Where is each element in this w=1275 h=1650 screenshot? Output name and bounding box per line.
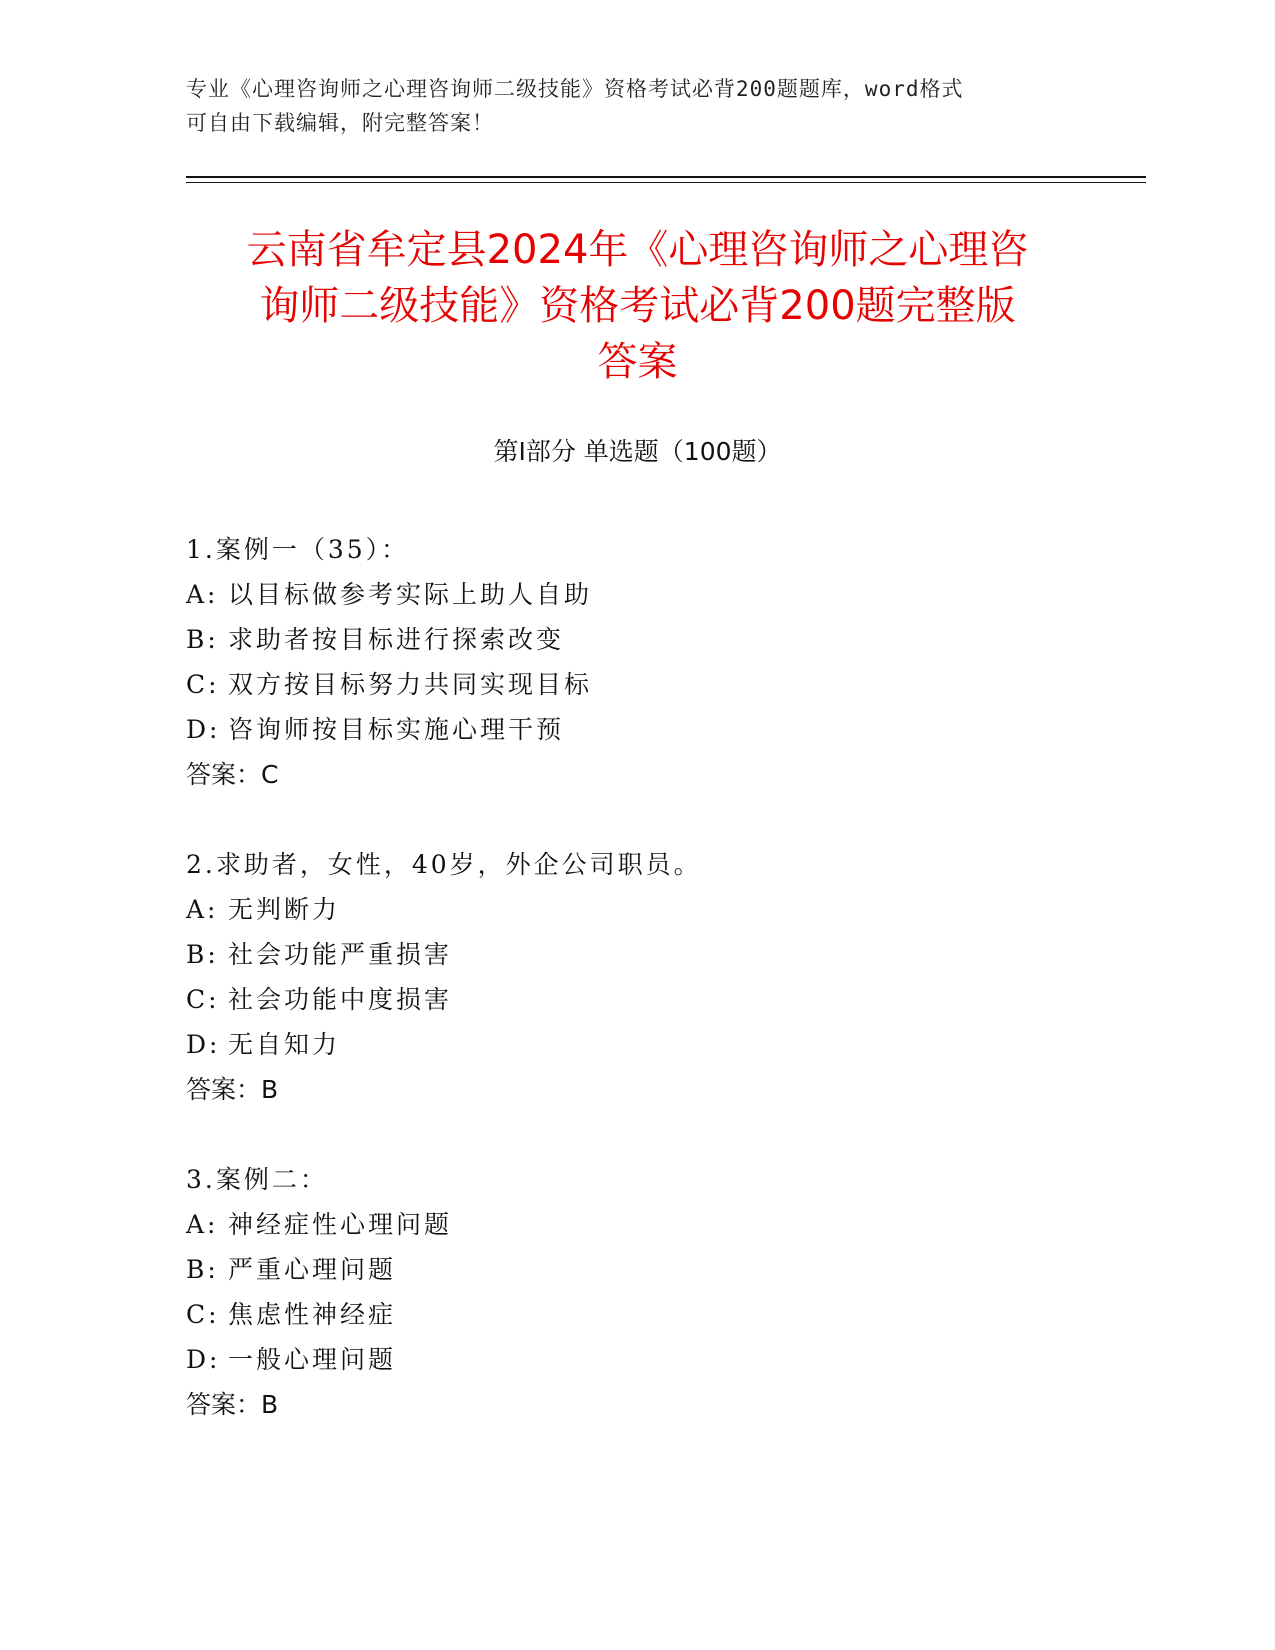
- title-line3: 答案: [597, 339, 678, 385]
- question-list: [186, 527, 1086, 1472]
- option-letter: D:: [186, 715, 221, 744]
- question-3: [186, 1157, 1086, 1427]
- title-line2: 询师二级技能》资格考试必背200题完整版: [259, 283, 1016, 329]
- option-letter: C:: [186, 985, 220, 1014]
- option-letter: B:: [186, 1255, 219, 1284]
- option-letter: A:: [186, 580, 219, 609]
- option-b: [186, 1247, 1086, 1292]
- option-b: [186, 617, 1086, 662]
- header-rule-thick: [186, 176, 1146, 178]
- option-text: 无自知力: [228, 1030, 341, 1059]
- option-letter: B:: [186, 940, 219, 969]
- option-text: 严重心理问题: [228, 1255, 397, 1284]
- option-d: [186, 1022, 1086, 1067]
- question-1: [186, 527, 1086, 797]
- option-letter: D:: [186, 1345, 221, 1374]
- header-note: [186, 72, 1066, 140]
- option-text: 无判断力: [228, 895, 341, 924]
- question-2: [186, 842, 1086, 1112]
- option-letter: C:: [186, 1300, 220, 1329]
- option-letter: B:: [186, 625, 219, 654]
- option-text: 求助者按目标进行探索改变: [228, 625, 565, 654]
- option-text: 焦虑性神经症: [228, 1300, 397, 1329]
- option-d: [186, 1337, 1086, 1382]
- option-a: [186, 572, 1086, 617]
- option-c: [186, 977, 1086, 1022]
- question-stem: 3.案例二：: [186, 1165, 328, 1194]
- option-text: 社会功能中度损害: [228, 985, 453, 1014]
- title-line1: 云南省牟定县2024年《心理咨询师之心理咨: [246, 227, 1029, 273]
- option-c: [186, 1292, 1086, 1337]
- answer-line: 答案：C: [186, 760, 279, 789]
- option-text: 一般心理问题: [228, 1345, 397, 1374]
- option-a: [186, 1202, 1086, 1247]
- option-text: 咨询师按目标实施心理干预: [228, 715, 565, 744]
- question-stem: 2.求助者，女性，40岁，外企公司职员。: [186, 850, 702, 879]
- option-b: [186, 932, 1086, 977]
- answer-line: 答案：B: [186, 1390, 279, 1419]
- option-letter: A:: [186, 895, 219, 924]
- header-rule-thin: [186, 182, 1146, 183]
- option-a: [186, 887, 1086, 932]
- option-text: 神经症性心理问题: [228, 1210, 453, 1239]
- option-letter: C:: [186, 670, 220, 699]
- option-text: 社会功能严重损害: [228, 940, 453, 969]
- option-text: 以目标做参考实际上助人自助: [228, 580, 593, 609]
- answer-line: 答案：B: [186, 1075, 279, 1104]
- header-note-line2: 可自由下载编辑，附完整答案！: [186, 111, 494, 135]
- option-letter: D:: [186, 1030, 221, 1059]
- option-letter: A:: [186, 1210, 219, 1239]
- section-heading: 第Ⅰ部分 单选题（100题）: [493, 437, 782, 466]
- document-title: [160, 222, 1115, 390]
- option-c: [186, 662, 1086, 707]
- option-text: 双方按目标努力共同实现目标: [228, 670, 593, 699]
- header-note-line1: 专业《心理咨询师之心理咨询师二级技能》资格考试必背200题题库，word格式: [186, 77, 964, 101]
- option-d: [186, 707, 1086, 752]
- question-stem: 1.案例一（35）：: [186, 535, 410, 564]
